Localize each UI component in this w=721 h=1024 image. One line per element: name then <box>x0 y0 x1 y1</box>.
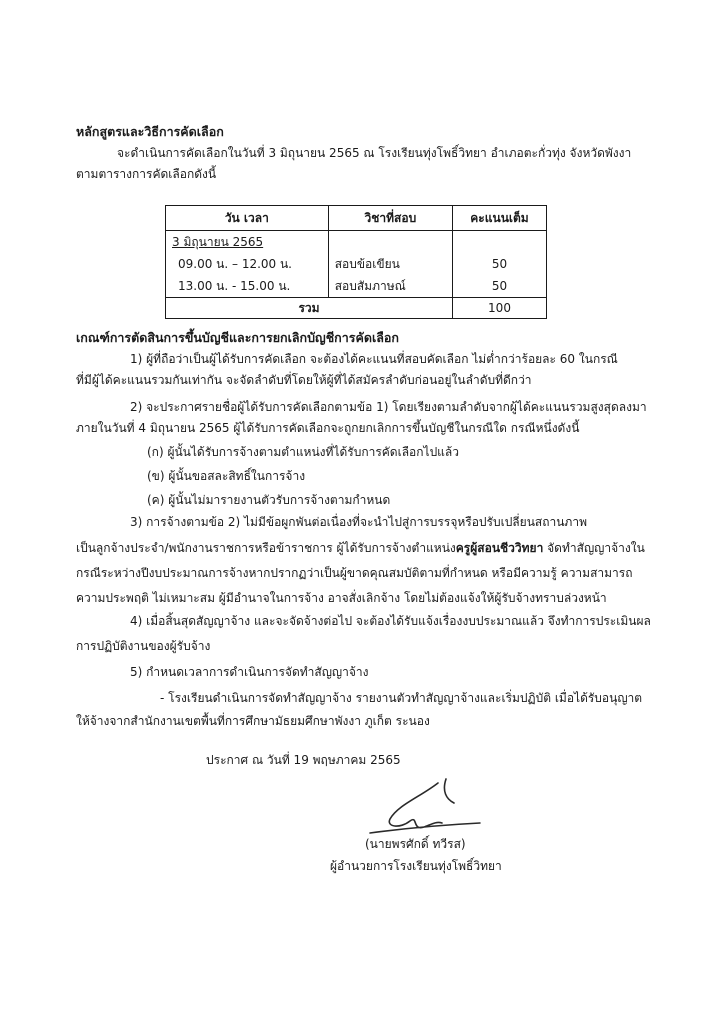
rule-1-line1: 1) ผู้ที่ถือว่าเป็นผู้ได้รับการคัดเลือก จะต้องได้คะแนนที่สอบคัดเลือก ไม่ต่ำกว่าร้อยละ 60 ในกรณี <box>130 352 618 366</box>
rule-4-line2: การปฏิบัติงานของผู้รับจ้าง <box>76 639 211 653</box>
rule-5-line2: - โรงเรียนดำเนินการจัดทำสัญญาจ้าง รายงานตัวทำสัญญาจ้างและเริ่มปฏิบัติ เมื่อได้รับอนุญาต <box>160 691 643 705</box>
table-subject-2: สอบสัมภาษณ์ <box>334 279 406 293</box>
rule-2-line2: ภายในวันที่ 4 มิถุนายน 2565 ผู้ได้รับการคัดเลือกจะถูกยกเลิกการขึ้นบัญชีในกรณีใด กรณีหนึ่งดังนี้ <box>76 421 580 435</box>
section-heading-criteria: หลักสูตรและวิธีการคัดเลือก <box>76 124 224 139</box>
rule-3-line2 <box>76 540 645 556</box>
table-date: 3 มิถุนายน 2565 <box>172 235 264 249</box>
table-time-1: 09.00 น. – 12.00 น. <box>178 257 292 271</box>
intro-paragraph-line2: ตามตารางการคัดเลือกดังนี้ <box>76 167 217 181</box>
table-score-2: 50 <box>491 279 508 293</box>
rule-5-line3: ให้จ้างจากสำนักงานเขตพื้นที่การศึกษามัธยมศึกษาพังงา ภูเก็ต ระนอง <box>76 714 430 728</box>
signature-image <box>350 775 510 845</box>
rule-2-item-b: (ข) ผู้นั้นขอสละสิทธิ์ในการจ้าง <box>147 469 306 483</box>
table-cell-score <box>453 231 547 298</box>
section-heading-evaluation: เกณฑ์การตัดสินการขึ้นบัญชีและการยกเลิกบัญชีการคัดเลือก <box>76 330 399 345</box>
table-time-2: 13.00 น. - 15.00 น. <box>178 279 291 293</box>
intro-paragraph-line1: จะดำเนินการคัดเลือกในวันที่ 3 มิถุนายน 2565 ณ โรงเรียนทุ่งโพธิ์วิทยา อำเภอตะกั่วทุ่ง จังหวัดพังงา <box>117 146 632 160</box>
rule-3-line2-pre: เป็นลูกจ้างประจำ/พนักงานราชการหรือข้าราชการ ผู้ได้รับการจ้างตำแหน่ง <box>76 541 456 555</box>
table-subject-1: สอบข้อเขียน <box>334 257 400 271</box>
rule-2-item-a: (ก) ผู้นั้นได้รับการจ้างตามตำแหน่งที่ได้รับการคัดเลือกไปแล้ว <box>147 445 460 459</box>
announcement-date: ประกาศ ณ วันที่ 19 พฤษภาคม 2565 <box>206 753 401 767</box>
table-cell-subject <box>328 231 452 298</box>
table-cell-datetime <box>166 231 329 298</box>
rule-5-line1: 5) กำหนดเวลาการดำเนินการจัดทำสัญญาจ้าง <box>130 665 369 679</box>
rule-2-line1: 2) จะประกาศรายชื่อผู้ได้รับการคัดเลือกตามข้อ 1) โดยเรียงตามลำดับจากผู้ได้คะแนนรวมสูงสุดลงมา <box>130 400 647 414</box>
table-score-1: 50 <box>491 257 508 271</box>
rule-3-line3: กรณีระหว่างปีงบประมาณการจ้างหากปรากฏว่าเป็นผู้ขาดคุณสมบัติตามที่กำหนด หรือมีความรู้ ความสามารถ <box>76 566 633 580</box>
table-header-subject: วิชาที่สอบ <box>328 206 452 231</box>
table-header-score: คะแนนเต็ม <box>453 206 547 231</box>
rule-4-line1: 4) เมื่อสิ้นสุดสัญญาจ้าง และจะจัดจ้างต่อไป จะต้องได้รับแจ้งเรื่องงบประมาณแล้ว จึงทำการประเมินผล <box>130 614 651 628</box>
rule-3-line2-post: จัดทำสัญญาจ้างใน <box>543 541 645 555</box>
table-total-value: 100 <box>453 298 547 319</box>
rule-3-line1: 3) การจ้างตามข้อ 2) ไม่มีข้อผูกพันต่อเนื่องที่จะนำไปสู่การบรรจุหรือปรับเปลี่ยนสถานภาพ <box>130 515 587 529</box>
signer-name: (นายพรศักดิ์ ทวีรส) <box>365 837 466 851</box>
table-header-datetime: วัน เวลา <box>166 206 329 231</box>
table-header-row <box>166 206 547 231</box>
rule-3-line4: ความประพฤติ ไม่เหมาะสม ผู้มีอำนาจในการจ้าง อาจสั่งเลิกจ้าง โดยไม่ต้องแจ้งให้ผู้รับจ้างทราบล่วงหน้า <box>76 591 607 605</box>
table-row <box>166 231 547 298</box>
rule-2-item-c: (ค) ผู้นั้นไม่มารายงานตัวรับการจ้างตามกำหนด <box>147 493 391 507</box>
schedule-table <box>165 205 547 319</box>
table-total-row <box>166 298 547 319</box>
signer-title: ผู้อำนวยการโรงเรียนทุ่งโพธิ์วิทยา <box>330 859 502 873</box>
rule-1-line2: ที่มีผู้ได้คะแนนรวมกันเท่ากัน จะจัดลำดับที่โดยให้ผู้ที่ได้สมัครลำดับก่อนอยู่ในลำดับที่ดีกว่า <box>76 373 532 387</box>
position-title: ครูผู้สอนชีววิทยา <box>455 541 544 555</box>
table-total-label: รวม <box>166 298 453 319</box>
